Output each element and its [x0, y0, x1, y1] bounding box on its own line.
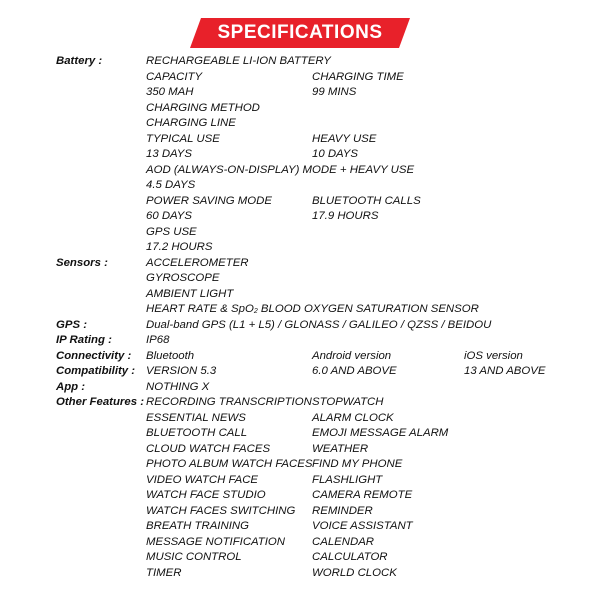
ios-version-value: 13 AND ABOVE [464, 365, 546, 377]
feature-row [56, 566, 596, 582]
capacity-label: CAPACITY [146, 70, 203, 83]
compatibility-label: Compatibility : [56, 365, 136, 377]
connectivity-label: Connectivity : [56, 349, 132, 362]
ip-rating-label: IP Rating : [56, 334, 112, 346]
feature-item: BLUETOOTH CALL [146, 427, 248, 439]
specifications-banner [190, 18, 410, 48]
capacity-value: 350 MAH [146, 86, 194, 98]
app-label: App : [56, 380, 86, 393]
feature-item: WATCH FACE STUDIO [146, 489, 266, 501]
power-saving-value: 60 DAYS [146, 210, 193, 222]
battery-row-gps-value [56, 240, 596, 256]
feature-item: VIDEO WATCH FACE [146, 473, 259, 486]
feature-item: VOICE ASSISTANT [312, 520, 413, 532]
connectivity-value: Bluetooth [146, 349, 195, 362]
feature-item: WEATHER [312, 442, 369, 455]
bt-calls-label: BLUETOOTH CALLS [312, 194, 421, 207]
compatibility-value: VERSION 5.3 [146, 365, 217, 377]
connectivity-row [56, 349, 596, 365]
battery-row-mode-values [56, 209, 596, 225]
battery-label: Battery : [56, 55, 103, 67]
sensors-row-1 [56, 256, 596, 272]
feature-item: FLASHLIGHT [312, 473, 383, 486]
heavy-use-label: HEAVY USE [312, 132, 377, 145]
ios-version-label: iOS version [464, 349, 523, 362]
gps-row [56, 318, 596, 334]
battery-row-capacity-labels [56, 70, 596, 86]
battery-row-use-labels [56, 132, 596, 148]
page-title: SPECIFICATIONS [217, 22, 383, 43]
battery-row-aod-label [56, 163, 596, 179]
feature-item: EMOJI MESSAGE ALARM [312, 427, 449, 439]
charging-method-label: CHARGING METHOD [146, 101, 260, 114]
heavy-use-value: 10 DAYS [312, 148, 359, 160]
power-saving-label: POWER SAVING MODE [146, 194, 272, 207]
feature-item: REMINDER [312, 504, 373, 517]
sensors-row-3 [56, 287, 596, 303]
battery-row-capacity-values [56, 85, 596, 101]
battery-row-charging-line [56, 116, 596, 132]
charging-method-value: CHARGING LINE [146, 117, 236, 129]
typical-use-label: TYPICAL USE [146, 132, 220, 145]
gps-value: Dual-band GPS (L1 + L5) / GLONASS / GALILEO / QZSS / BEIDOU [146, 318, 492, 331]
battery-row-type [56, 54, 596, 70]
ip-rating-value: IP68 [146, 334, 170, 346]
aod-value: 4.5 DAYS [146, 179, 196, 191]
feature-item: MUSIC CONTROL [146, 551, 242, 563]
feature-item: ESSENTIAL NEWS [146, 411, 246, 424]
battery-row-mode-labels [56, 194, 596, 210]
feature-row [56, 426, 596, 442]
feature-item: MESSAGE NOTIFICATION [146, 535, 286, 548]
feature-item: CALENDAR [312, 535, 375, 548]
charging-time-value: 99 MINS [312, 86, 357, 98]
battery-type: RECHARGEABLE LI-ION BATTERY [146, 55, 331, 67]
feature-item: WORLD CLOCK [312, 566, 397, 579]
gps-use-value: 17.2 HOURS [146, 241, 213, 253]
battery-row-charging-method [56, 101, 596, 117]
feature-item: STOPWATCH [312, 396, 384, 408]
feature-item: PHOTO ALBUM WATCH FACES [146, 458, 313, 470]
sensors-row-2 [56, 271, 596, 287]
feature-item: RECORDING TRANSCRIPTION [146, 396, 312, 408]
feature-item: ALARM CLOCK [312, 411, 394, 424]
compatibility-row [56, 364, 596, 380]
ip-rating-row [56, 333, 596, 349]
spec-sheet [56, 54, 596, 581]
other-features-label: Other Features : [56, 396, 144, 408]
feature-row [56, 519, 596, 535]
hr-subscript: 2 [253, 308, 258, 315]
android-version-label: Android version [312, 349, 392, 362]
battery-row-use-values [56, 147, 596, 163]
feature-row [56, 535, 596, 551]
feature-row [56, 411, 596, 427]
sensors-row-4 [56, 302, 596, 318]
gps-use-label: GPS USE [146, 225, 197, 238]
feature-row [56, 504, 596, 520]
feature-item: TIMER [146, 566, 182, 579]
feature-row [56, 473, 596, 489]
feature-item: FIND MY PHONE [312, 458, 403, 470]
hr-prefix: HEART RATE & SpO [146, 303, 254, 315]
feature-row [56, 395, 596, 411]
battery-row-gps-label [56, 225, 596, 241]
sensor-item: ACCELEROMETER [146, 256, 249, 269]
feature-row [56, 457, 596, 473]
sensor-item: AMBIENT LIGHT [146, 287, 234, 300]
sensors-label: Sensors : [56, 256, 108, 269]
hr-suffix: BLOOD OXYGEN SATURATION SENSOR [257, 303, 479, 315]
feature-row [56, 488, 596, 504]
feature-item: BREATH TRAINING [146, 520, 249, 532]
feature-item: CALCULATOR [312, 551, 388, 563]
heart-rate-sensor [146, 302, 479, 318]
feature-item: CAMERA REMOTE [312, 489, 413, 501]
typical-use-value: 13 DAYS [146, 148, 193, 160]
feature-item: CLOUD WATCH FACES [146, 442, 271, 455]
aod-label: AOD (ALWAYS-ON-DISPLAY) MODE + HEAVY USE [146, 163, 415, 176]
feature-row [56, 550, 596, 566]
bt-calls-value: 17.9 HOURS [312, 210, 379, 222]
charging-time-label: CHARGING TIME [312, 70, 404, 83]
sensor-item: GYROSCOPE [146, 272, 220, 284]
gps-label: GPS : [56, 318, 88, 331]
feature-row [56, 442, 596, 458]
battery-row-aod-value [56, 178, 596, 194]
app-row [56, 380, 596, 396]
android-version-value: 6.0 AND ABOVE [312, 365, 397, 377]
feature-item: WATCH FACES SWITCHING [146, 504, 296, 517]
app-value: NOTHING X [146, 380, 210, 393]
